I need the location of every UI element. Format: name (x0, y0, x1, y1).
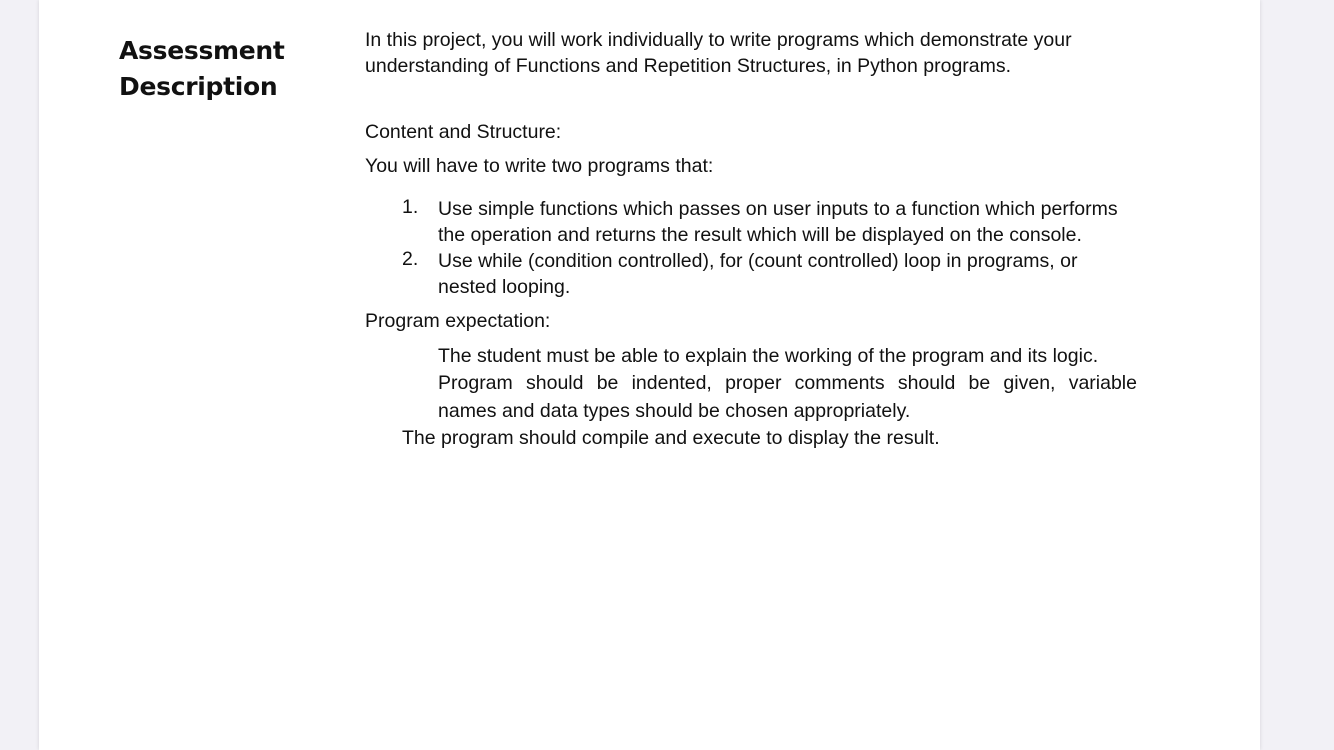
description-body (365, 27, 1165, 449)
heading-line-1: Assessment (119, 36, 285, 65)
requirements-list (402, 196, 1162, 300)
heading-line-2: Description (119, 72, 278, 101)
expectations-paragraph (438, 342, 1138, 425)
document-page (39, 0, 1260, 750)
compile-line: The program should compile and execute to display the result. (402, 427, 940, 449)
intro-line-2: understanding of Functions and Repetition Structures, in Python programs. (365, 55, 1012, 77)
list-item-line-2: the operation and returns the result which will be displayed on the console. (438, 224, 1082, 246)
section-heading (119, 33, 339, 105)
list-item (402, 196, 1162, 248)
expectation-line-2: Program should be indented, proper comments should be given, variable (438, 372, 1137, 394)
intro-paragraph (365, 27, 1165, 79)
intro-line-1: In this project, you will work individually to write programs which demonstrate your (365, 29, 1072, 51)
list-item-line-2: nested looping. (438, 276, 571, 298)
list-item (402, 248, 1162, 300)
list-item-line-1: Use while (condition controlled), for (count controlled) loop in programs, or (438, 250, 1078, 272)
expectation-line-3: names and data types should be chosen appropriately. (438, 400, 911, 422)
list-item-line-1: Use simple functions which passes on user inputs to a function which performs (438, 198, 1118, 220)
expectation-line-1: The student must be able to explain the working of the program and its logic. (438, 345, 1099, 367)
list-item-number: 2. (402, 248, 419, 270)
program-expectation-label: Program expectation: (365, 310, 551, 332)
content-structure-label: Content and Structure: (365, 121, 562, 143)
list-item-number: 1. (402, 196, 419, 218)
two-programs-text: You will have to write two programs that: (365, 155, 714, 177)
